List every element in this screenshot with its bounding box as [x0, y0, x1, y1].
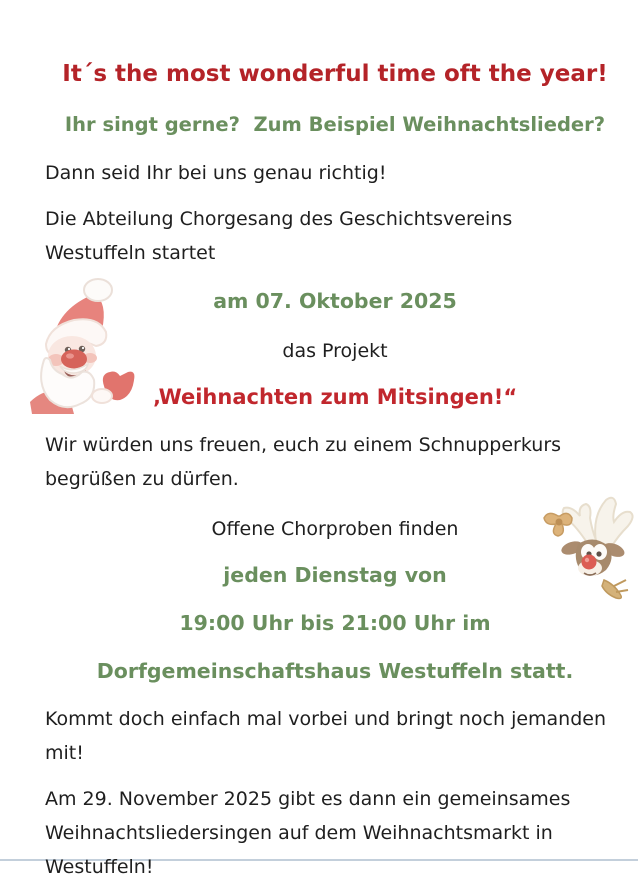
project-intro: das Projekt	[282, 340, 388, 362]
start-date-line: am 07. Oktober 2025	[213, 289, 457, 313]
invite-line: Kommt doch einfach mal vorbei und bringt noch jemanden mit!	[45, 708, 613, 764]
project-name: ‚Weihnachten zum Mitsingen!“	[152, 385, 518, 409]
intro-line: Dann seid Ihr bei uns genau richtig!	[45, 162, 387, 184]
flyer-title: It´s the most wonderful time oft the year!	[62, 61, 608, 87]
organizer-line: Die Abteilung Chorgesang des Geschichtsvereins Westuffeln startet	[45, 208, 519, 264]
schedule-place: Dorfgemeinschaftshaus Westuffeln statt.	[96, 659, 574, 683]
flyer-subtitle: Ihr singt gerne? Zum Beispiel Weihnachtslieder?	[64, 113, 606, 136]
schedule-time: 19:00 Uhr bis 21:00 Uhr im	[179, 611, 491, 635]
welcome-line: Wir würden uns freuen, euch zu einem Schnupperkurs begrüßen zu dürfen.	[45, 434, 568, 490]
rehearsal-intro: Offene Chorproben finden	[211, 518, 459, 540]
schedule-day: jeden Dienstag von	[223, 563, 447, 587]
event-line: Am 29. November 2025 gibt es dann ein gemeinsames Weihnachtsliedersingen auf dem Weihnachtsmarkt in Westuffeln!	[45, 788, 577, 878]
